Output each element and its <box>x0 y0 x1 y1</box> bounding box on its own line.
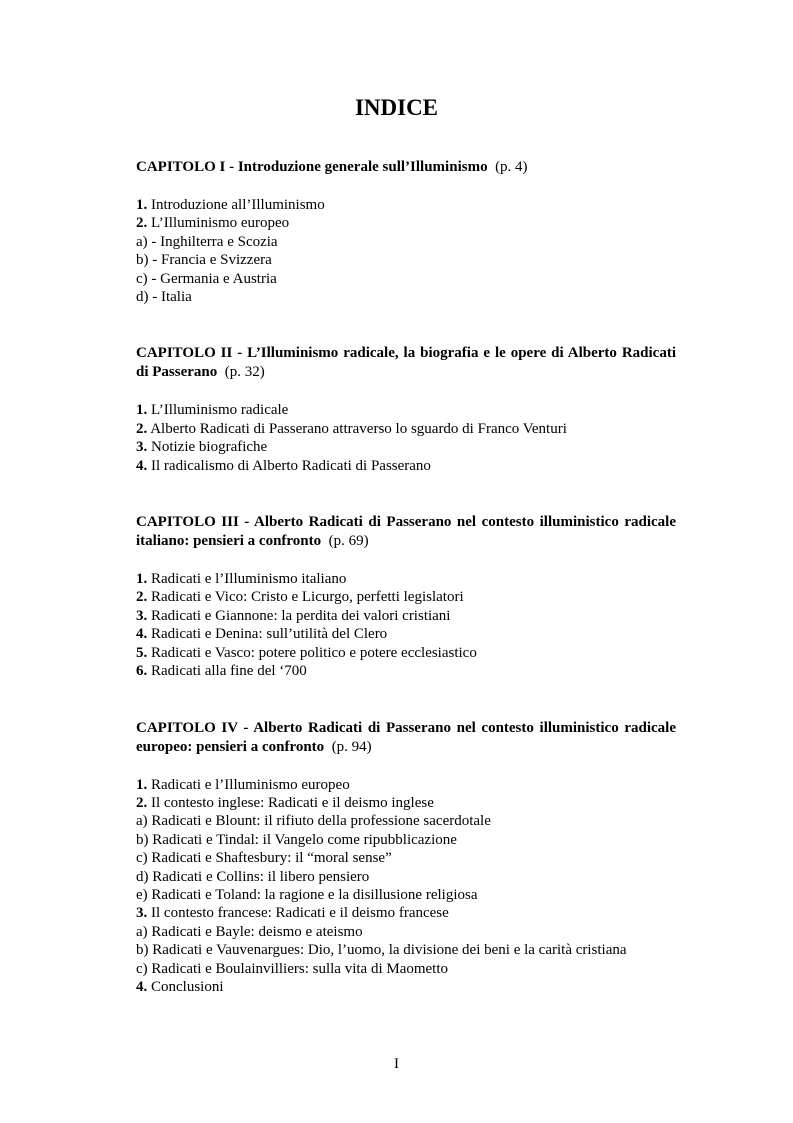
section-number: 2. <box>136 589 148 606</box>
chapter-heading-text: CAPITOLO I - Introduzione generale sull’Illuminismo <box>136 159 488 175</box>
section-number: 3. <box>136 905 148 922</box>
section-title: a) Radicati e Bayle: deismo e ateismo <box>136 923 363 940</box>
section-title: b) Radicati e Tindal: il Vangelo come ripubblicazione <box>136 831 457 848</box>
chapter-heading[interactable] <box>136 344 676 382</box>
section-title: Il radicalismo di Alberto Radicati di Passerano <box>151 457 431 474</box>
chapter-heading[interactable] <box>136 158 676 177</box>
section-title: c) Radicati e Boulainvilliers: sulla vita di Maometto <box>136 960 449 977</box>
chapter-heading-text: CAPITOLO II - L’Illuminismo radicale, la biografia e le opere di Alberto Radicati di Passerano <box>136 345 676 381</box>
chapter-block <box>136 719 676 997</box>
section-title: d) - Italia <box>136 289 192 306</box>
chapter-heading-text: CAPITOLO IV - Alberto Radicati di Passerano nel contesto illuministico radicale europeo: pensieri a confronto <box>136 719 676 755</box>
section-item[interactable] <box>136 662 676 680</box>
section-title: b) Radicati e Vauvenargues: Dio, l’uomo, la divisione dei beni e la carità cristiana <box>136 942 627 959</box>
chapter-block <box>136 158 676 306</box>
section-number: 2. <box>136 215 148 232</box>
section-item[interactable] <box>136 607 676 625</box>
section-number: 5. <box>136 644 148 661</box>
section-list <box>136 401 676 475</box>
section-item[interactable] <box>136 941 676 959</box>
section-item[interactable] <box>136 812 676 830</box>
section-title: b) - Francia e Svizzera <box>136 252 272 269</box>
section-item[interactable] <box>136 457 676 475</box>
section-number: 1. <box>136 402 148 419</box>
section-title: Radicati e Giannone: la perdita dei valori cristiani <box>151 607 451 624</box>
section-title: Radicati e l’Illuminismo italiano <box>151 571 347 588</box>
section-item[interactable] <box>136 904 676 922</box>
section-list <box>136 570 676 680</box>
chapter-page-ref: (p. 94) <box>331 738 372 755</box>
table-of-contents <box>136 158 676 996</box>
section-title: e) Radicati e Toland: la ragione e la disillusione religiosa <box>136 886 478 903</box>
section-title: Radicati e Vico: Cristo e Licurgo, perfetti legislatori <box>151 589 464 606</box>
section-item[interactable] <box>136 960 676 978</box>
section-number: 3. <box>136 607 148 624</box>
chapter-block <box>136 513 676 680</box>
section-number: 1. <box>136 197 148 213</box>
section-title: Alberto Radicati di Passerano attraverso lo sguardo di Franco Venturi <box>150 420 567 437</box>
section-item[interactable] <box>136 644 676 662</box>
section-item[interactable] <box>136 978 676 996</box>
section-item[interactable] <box>136 776 676 794</box>
section-number: 4. <box>136 978 148 995</box>
section-item[interactable] <box>136 868 676 886</box>
chapter-heading[interactable] <box>136 719 676 757</box>
section-title: L’Illuminismo europeo <box>151 215 290 232</box>
section-item[interactable] <box>136 401 676 419</box>
section-title: Notizie biografiche <box>151 439 268 456</box>
page-title: INDICE <box>354 95 439 120</box>
section-item[interactable] <box>136 288 676 306</box>
section-item[interactable] <box>136 831 676 849</box>
section-item[interactable] <box>136 196 676 214</box>
chapter-list <box>136 158 676 996</box>
section-number: 3. <box>136 439 148 456</box>
section-item[interactable] <box>136 214 676 232</box>
section-item[interactable] <box>136 794 676 812</box>
section-list <box>136 776 676 997</box>
section-title: Radicati e Denina: sull’utilità del Clero <box>151 626 388 643</box>
section-item[interactable] <box>136 923 676 941</box>
section-item[interactable] <box>136 420 676 438</box>
page-number: I <box>394 1056 399 1072</box>
section-title: a) - Inghilterra e Scozia <box>136 233 278 250</box>
section-item[interactable] <box>136 438 676 456</box>
section-number: 2. <box>136 794 148 811</box>
section-item[interactable] <box>136 849 676 867</box>
section-number: 1. <box>136 571 148 588</box>
section-title: a) Radicati e Blount: il rifiuto della professione sacerdotale <box>136 813 491 830</box>
section-title: Introduzione all’Illuminismo <box>151 197 325 213</box>
section-title: c) Radicati e Shaftesbury: il “moral sense” <box>136 850 392 867</box>
chapter-heading[interactable] <box>136 513 676 551</box>
section-title: Radicati e l’Illuminismo europeo <box>151 776 350 793</box>
section-title: L’Illuminismo radicale <box>151 402 289 419</box>
section-number: 2. <box>136 420 148 437</box>
section-title: Radicati e Vasco: potere politico e potere ecclesiastico <box>151 644 477 661</box>
section-title: Conclusioni <box>151 978 224 995</box>
section-number: 1. <box>136 776 148 793</box>
chapter-heading-text: CAPITOLO III - Alberto Radicati di Passerano nel contesto illuministico radicale italiano: pensieri a confronto <box>136 514 676 550</box>
section-item[interactable] <box>136 270 676 288</box>
chapter-block <box>136 344 676 475</box>
section-title: c) - Germania e Austria <box>136 270 277 287</box>
section-item[interactable] <box>136 570 676 588</box>
section-item[interactable] <box>136 588 676 606</box>
chapter-page-ref: (p. 4) <box>495 159 528 175</box>
chapter-page-ref: (p. 32) <box>224 364 265 381</box>
chapter-page-ref: (p. 69) <box>328 533 369 550</box>
section-list <box>136 196 676 306</box>
section-title: Il contesto francese: Radicati e il deismo francese <box>151 905 449 922</box>
section-number: 4. <box>136 626 148 643</box>
section-item[interactable] <box>136 625 676 643</box>
section-title: d) Radicati e Collins: il libero pensiero <box>136 868 370 885</box>
section-item[interactable] <box>136 233 676 251</box>
section-title: Radicati alla fine del ‘700 <box>151 663 307 680</box>
section-item[interactable] <box>136 886 676 904</box>
section-number: 4. <box>136 457 148 474</box>
section-title: Il contesto inglese: Radicati e il deismo inglese <box>151 794 434 811</box>
section-number: 6. <box>136 663 148 680</box>
section-item[interactable] <box>136 251 676 269</box>
